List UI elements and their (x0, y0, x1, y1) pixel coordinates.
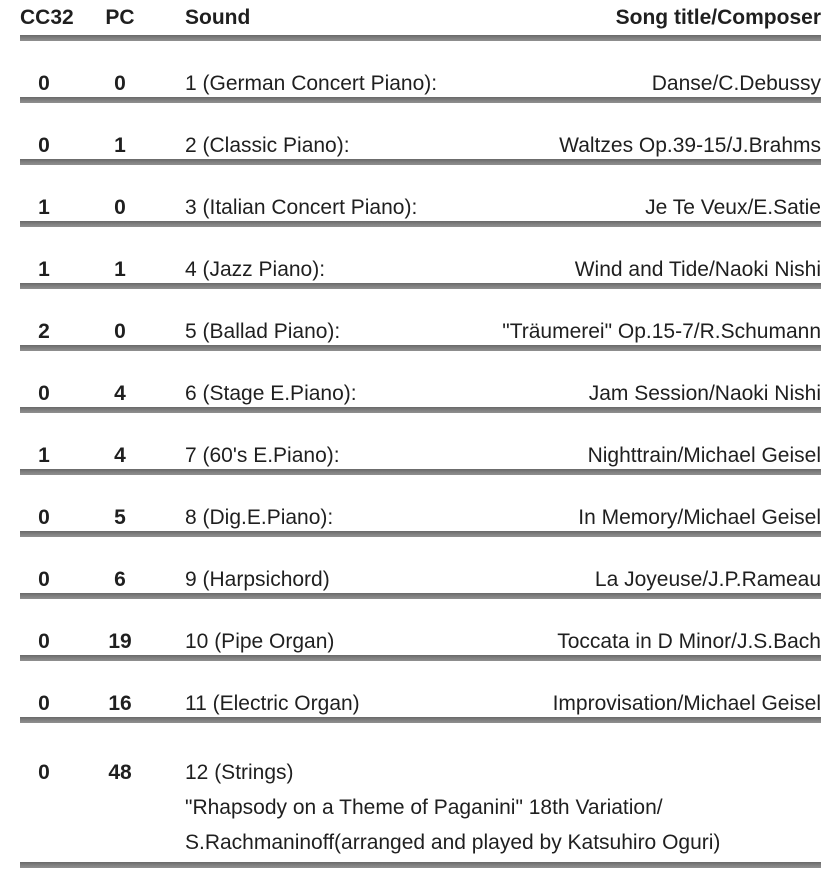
column-header-sound: Sound (185, 6, 251, 29)
sound-name: 12 (Strings) (185, 761, 294, 784)
table-row (20, 351, 821, 413)
cc32-value: 0 (38, 568, 50, 591)
table-row-line (20, 599, 821, 655)
table-header-row (20, 0, 821, 41)
song-title-composer: Je Te Veux/E.Satie (645, 196, 821, 219)
sound-name: 1 (German Concert Piano): (185, 72, 438, 95)
pc-value: 5 (114, 506, 126, 529)
song-title-composer: Waltzes Op.39-15/J.Brahms (559, 134, 821, 157)
cc32-value: 0 (38, 382, 50, 405)
table-row (20, 475, 821, 537)
table-row (20, 599, 821, 661)
table-row (20, 413, 821, 475)
sound-name: 2 (Classic Piano): (185, 134, 350, 157)
table-row-line (20, 165, 821, 221)
song-title-composer: "Träumerei" Op.15-7/R.Schumann (502, 320, 821, 343)
column-header-pc: PC (105, 6, 135, 29)
table-row (20, 537, 821, 599)
cc32-value: 0 (38, 506, 50, 529)
cc32-value: 0 (38, 134, 50, 157)
table-row (20, 227, 821, 289)
pc-value: 1 (114, 134, 126, 157)
sound-name: 10 (Pipe Organ) (185, 630, 335, 653)
pc-value: 6 (114, 568, 126, 591)
cc32-value: 0 (38, 692, 50, 715)
pc-value: 1 (114, 258, 126, 281)
table-row (20, 661, 821, 723)
table-row-line (20, 227, 821, 283)
song-title-composer-line: S.Rachmaninoff(arranged and played by Katsuhiro Oguri) (185, 831, 721, 854)
cc32-value: 1 (38, 444, 50, 467)
column-header-song-title-composer: Song title/Composer (615, 6, 821, 29)
pc-value: 48 (108, 761, 132, 784)
cc32-value: 1 (38, 258, 50, 281)
cc32-value: 0 (38, 630, 50, 653)
sound-name: 8 (Dig.E.Piano): (185, 506, 334, 529)
sound-name: 11 (Electric Organ) (185, 692, 360, 715)
sound-name: 9 (Harpsichord) (185, 568, 330, 591)
table-row-line (20, 351, 821, 407)
sound-name: 3 (Italian Concert Piano): (185, 196, 418, 219)
sound-name: 4 (Jazz Piano): (185, 258, 326, 281)
pc-value: 0 (114, 320, 126, 343)
table-row (20, 723, 821, 868)
song-title-composer: Improvisation/Michael Geisel (552, 692, 821, 715)
table-header-line (20, 0, 821, 29)
table-row-line (20, 723, 821, 790)
cc32-value: 0 (38, 72, 50, 95)
song-title-composer: Nighttrain/Michael Geisel (587, 444, 821, 467)
table-row-line (20, 413, 821, 469)
cc32-value: 0 (38, 761, 50, 784)
cc32-value: 1 (38, 196, 50, 219)
song-title-composer: La Joyeuse/J.P.Rameau (594, 568, 821, 591)
pc-value: 16 (108, 692, 132, 715)
sound-name: 6 (Stage E.Piano): (185, 382, 357, 405)
table-row-line (20, 103, 821, 159)
row-divider (20, 862, 821, 868)
sound-song-table (20, 0, 821, 868)
table-row (20, 165, 821, 227)
table-row-line (20, 289, 821, 345)
pc-value: 0 (114, 72, 126, 95)
table-row-line (20, 475, 821, 531)
table-row (20, 289, 821, 351)
table-row (20, 41, 821, 103)
table-body (20, 41, 821, 868)
sound-name: 5 (Ballad Piano): (185, 320, 341, 343)
column-header-cc32: CC32 (20, 6, 74, 29)
song-title-composer-line: "Rhapsody on a Theme of Paganini" 18th Variation/ (185, 796, 663, 819)
song-title-composer: In Memory/Michael Geisel (578, 506, 821, 529)
pc-value: 19 (108, 630, 132, 653)
table-row-line (20, 537, 821, 593)
cc32-value: 2 (38, 320, 50, 343)
song-title-composer: Danse/C.Debussy (651, 72, 821, 95)
song-title-composer: Jam Session/Naoki Nishi (588, 382, 821, 405)
song-title-composer: Toccata in D Minor/J.S.Bach (557, 630, 821, 653)
pc-value: 4 (114, 444, 126, 467)
table-row-line (20, 661, 821, 717)
pc-value: 4 (114, 382, 126, 405)
sound-name: 7 (60's E.Piano): (185, 444, 340, 467)
table-row (20, 103, 821, 165)
table-row-line (20, 41, 821, 97)
song-title-composer: Wind and Tide/Naoki Nishi (574, 258, 821, 281)
pc-value: 0 (114, 196, 126, 219)
